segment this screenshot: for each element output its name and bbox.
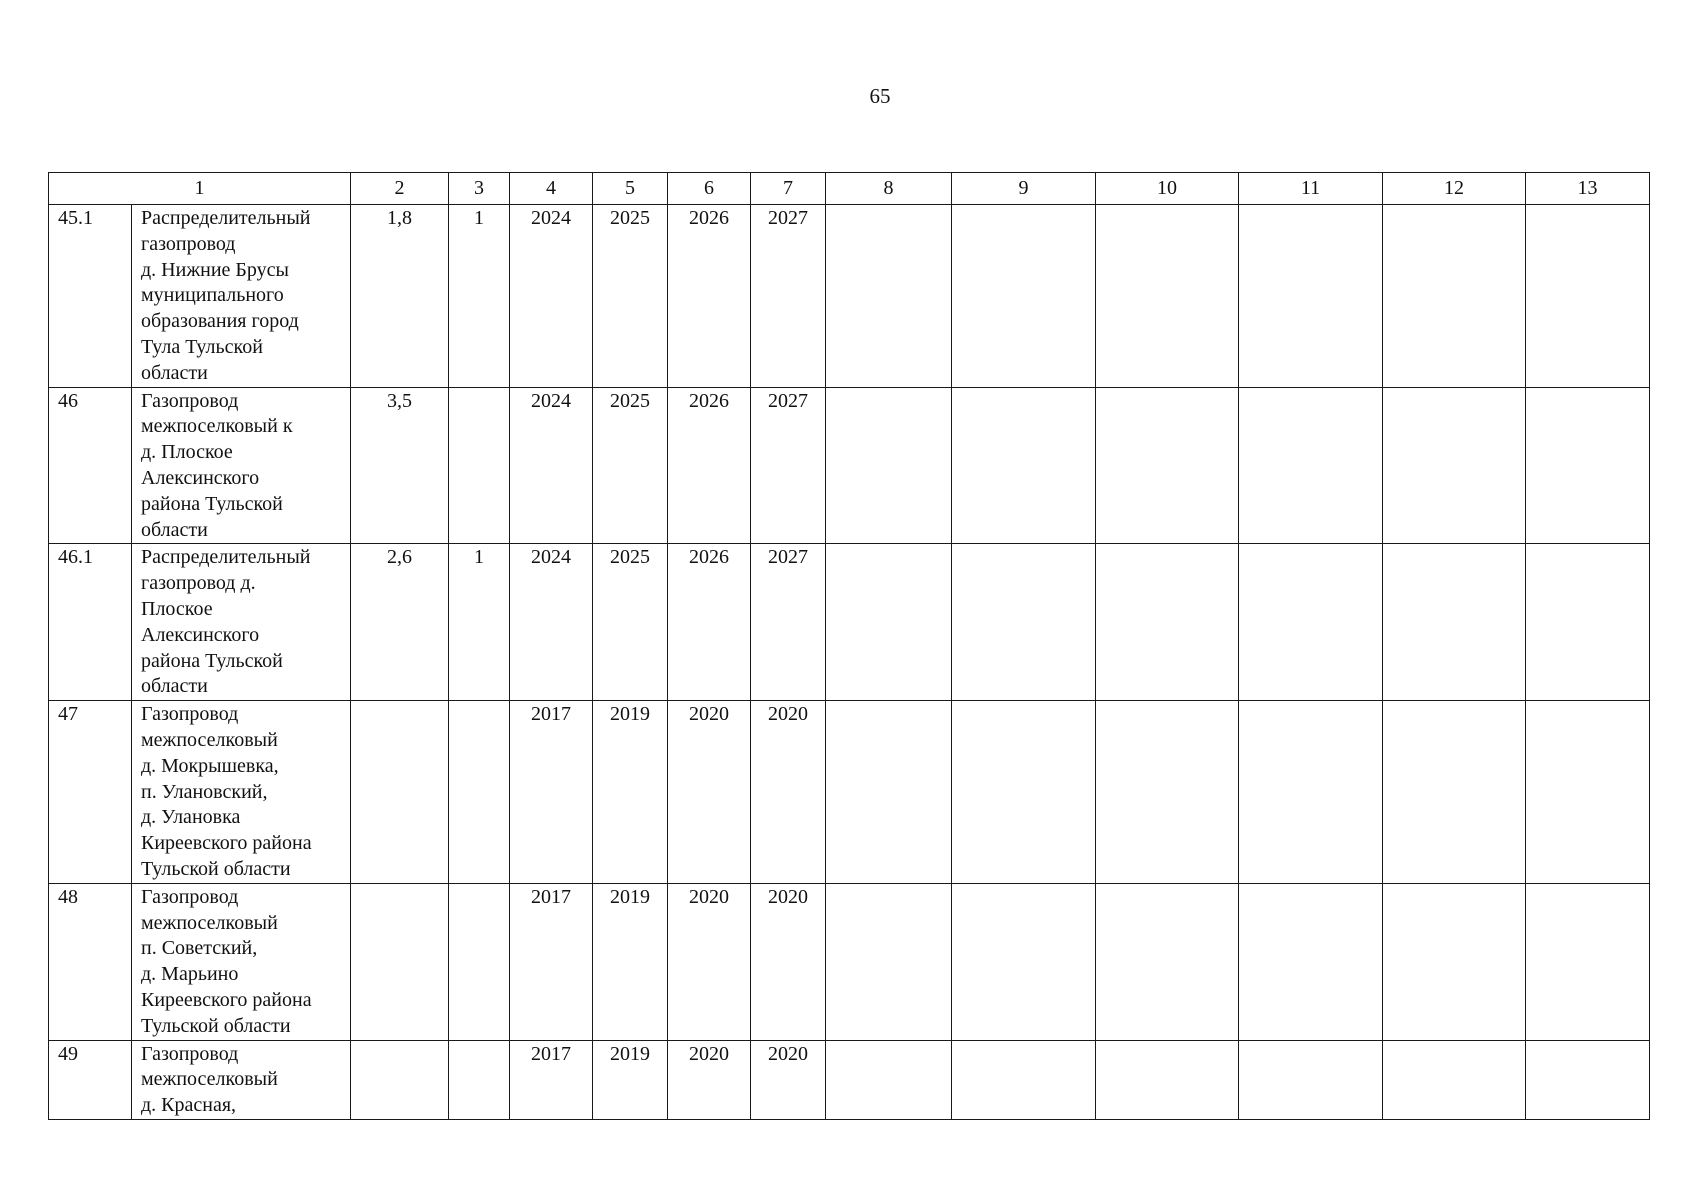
cell <box>1383 1040 1526 1119</box>
cell: 2019 <box>593 701 668 884</box>
row-number: 46 <box>49 387 132 544</box>
cell <box>351 883 449 1040</box>
cell: 2020 <box>668 883 751 1040</box>
cell <box>1383 883 1526 1040</box>
row-number: 45.1 <box>49 205 132 388</box>
row-number: 48 <box>49 883 132 1040</box>
cell: 2024 <box>510 205 593 388</box>
cell: 1 <box>449 544 510 701</box>
header-cell: 11 <box>1239 173 1383 205</box>
cell: 2025 <box>593 544 668 701</box>
cell: 2025 <box>593 387 668 544</box>
cell <box>351 701 449 884</box>
cell: 2020 <box>668 701 751 884</box>
object-name <box>132 701 351 884</box>
cell <box>1239 701 1383 884</box>
cell <box>1383 205 1526 388</box>
object-name <box>132 1040 351 1119</box>
cell <box>1526 544 1650 701</box>
header-cell: 12 <box>1383 173 1526 205</box>
cell: 2027 <box>751 387 826 544</box>
cell <box>952 205 1096 388</box>
cell <box>449 387 510 544</box>
cell: 2017 <box>510 701 593 884</box>
cell <box>1383 701 1526 884</box>
cell: 2020 <box>751 1040 826 1119</box>
cell: 2,6 <box>351 544 449 701</box>
object-name-text: Газопровод межпоселковый д. Мокрышевка, п. Улановский, д. Улановка Киреевского района Тульской области <box>141 703 312 880</box>
cell <box>952 883 1096 1040</box>
row-number: 47 <box>49 701 132 884</box>
object-name-text: Газопровод межпоселковый д. Красная, <box>141 1042 278 1117</box>
cell <box>1526 701 1650 884</box>
object-name-text: Газопровод межпоселковый к д. Плоское Алексинского района Тульской области <box>141 389 293 541</box>
cell <box>1526 387 1650 544</box>
cell <box>826 1040 952 1119</box>
table-row <box>49 1040 1650 1119</box>
cell <box>1096 544 1239 701</box>
cell: 2024 <box>510 544 593 701</box>
cell: 1 <box>449 205 510 388</box>
cell <box>1096 1040 1239 1119</box>
cell <box>1526 883 1650 1040</box>
cell <box>826 883 952 1040</box>
cell: 2019 <box>593 1040 668 1119</box>
cell <box>952 544 1096 701</box>
table-row <box>49 883 1650 1040</box>
cell: 2020 <box>751 701 826 884</box>
page-number: 65 <box>869 84 891 108</box>
cell: 2025 <box>593 205 668 388</box>
object-name <box>132 387 351 544</box>
cell <box>826 701 952 884</box>
object-name-text: Газопровод межпоселковый п. Советский, д. Марьино Киреевского района Тульской области <box>141 885 312 1037</box>
header-cell: 5 <box>593 173 668 205</box>
cell: 2024 <box>510 387 593 544</box>
cell: 2027 <box>751 205 826 388</box>
cell: 2017 <box>510 883 593 1040</box>
header-cell: 7 <box>751 173 826 205</box>
cell <box>826 205 952 388</box>
table-row <box>49 387 1650 544</box>
data-table <box>48 172 1650 1120</box>
table-row <box>49 544 1650 701</box>
cell <box>1526 1040 1650 1119</box>
header-cell: 9 <box>952 173 1096 205</box>
cell <box>1096 387 1239 544</box>
header-cell: 2 <box>351 173 449 205</box>
cell <box>1526 205 1650 388</box>
table-row <box>49 205 1650 388</box>
cell <box>1239 883 1383 1040</box>
cell: 2017 <box>510 1040 593 1119</box>
cell: 1,8 <box>351 205 449 388</box>
object-name-text: Распределительный газопровод д. Нижние Брусы муниципального образования город Тула Тульской области <box>141 207 311 384</box>
cell: 2026 <box>668 387 751 544</box>
header-cell: 3 <box>449 173 510 205</box>
cell: 2019 <box>593 883 668 1040</box>
cell <box>952 701 1096 884</box>
table-row <box>49 701 1650 884</box>
cell <box>449 1040 510 1119</box>
cell <box>826 544 952 701</box>
cell <box>351 1040 449 1119</box>
cell <box>1096 883 1239 1040</box>
object-name <box>132 205 351 388</box>
cell <box>1239 387 1383 544</box>
cell: 2020 <box>668 1040 751 1119</box>
header-cell: 10 <box>1096 173 1239 205</box>
cell <box>1383 544 1526 701</box>
cell <box>449 883 510 1040</box>
header-row <box>49 173 1650 205</box>
cell <box>1383 387 1526 544</box>
header-cell: 4 <box>510 173 593 205</box>
cell: 2020 <box>751 883 826 1040</box>
cell: 2026 <box>668 544 751 701</box>
object-name-text: Распределительный газопровод д. Плоское Алексинского района Тульской области <box>141 546 311 698</box>
header-cell: 6 <box>668 173 751 205</box>
cell: 2027 <box>751 544 826 701</box>
header-cell: 13 <box>1526 173 1650 205</box>
cell <box>1096 205 1239 388</box>
cell <box>826 387 952 544</box>
header-cell: 8 <box>826 173 952 205</box>
object-name <box>132 883 351 1040</box>
cell <box>952 387 1096 544</box>
cell <box>1239 205 1383 388</box>
cell: 2026 <box>668 205 751 388</box>
cell <box>449 701 510 884</box>
cell <box>952 1040 1096 1119</box>
cell <box>1239 1040 1383 1119</box>
cell <box>1096 701 1239 884</box>
header-cell: 1 <box>49 173 351 205</box>
object-name <box>132 544 351 701</box>
cell <box>1239 544 1383 701</box>
cell: 3,5 <box>351 387 449 544</box>
row-number: 46.1 <box>49 544 132 701</box>
row-number: 49 <box>49 1040 132 1119</box>
